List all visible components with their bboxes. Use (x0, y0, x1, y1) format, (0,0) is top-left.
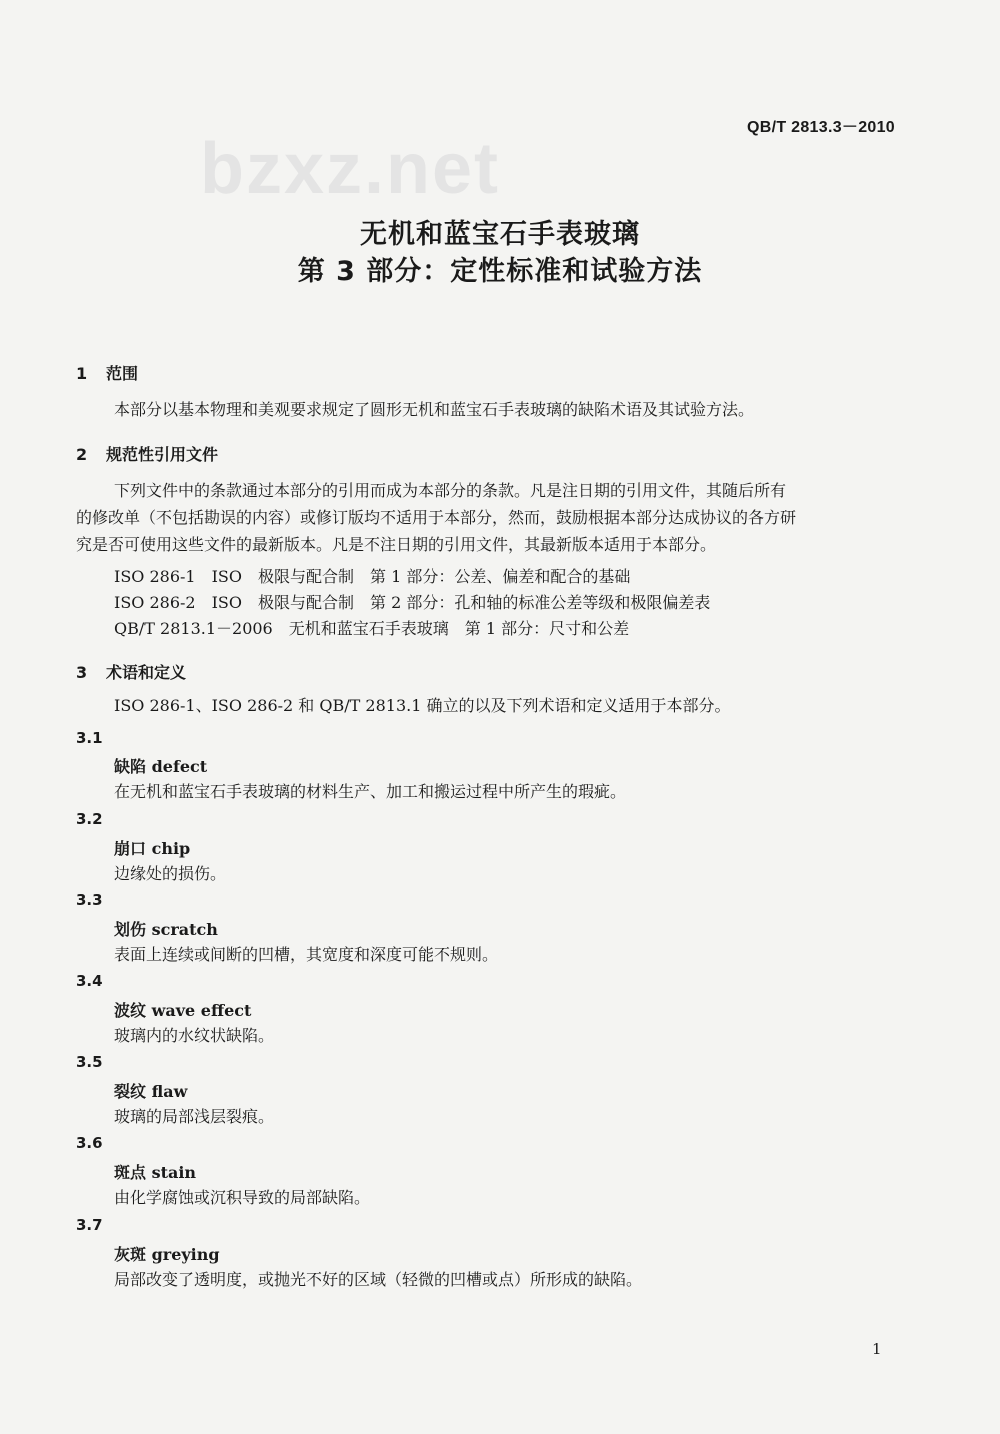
term-number: 3.2 (76, 810, 103, 828)
term-name: 崩口 chip (114, 839, 191, 858)
term-number: 3.5 (76, 1053, 103, 1071)
watermark: bzxz.net (200, 129, 501, 209)
section-number: 3 (76, 663, 88, 682)
term-definition: 在无机和蓝宝石手表玻璃的材料生产、加工和搬运过程中所产生的瑕疵。 (114, 782, 627, 801)
section-title: 范围 (106, 364, 139, 383)
term-definition: 玻璃的局部浅层裂痕。 (114, 1107, 275, 1126)
section-2-line-3: 究是否可使用这些文件的最新版本。凡是不注日期的引用文件，其最新版本适用于本部分。 (76, 535, 717, 554)
page-number: 1 (872, 1340, 882, 1358)
reference-item: QB/T 2813.1－2006 无机和蓝宝石手表玻璃 第 1 部分：尺寸和公差 (114, 619, 630, 638)
term-name: 斑点 stain (114, 1163, 197, 1182)
reference-item: ISO 286-2 ISO 极限与配合制 第 2 部分：孔和轴的标准公差等级和极限偏差表 (114, 593, 711, 612)
standard-code: QB/T 2813.3－2010 (747, 119, 895, 136)
section-title: 术语和定义 (106, 663, 187, 682)
term-name: 灰斑 greying (114, 1245, 220, 1264)
section-1-body: 本部分以基本物理和美观要求规定了圆形无机和蓝宝石手表玻璃的缺陷术语及其试验方法。 (114, 400, 755, 419)
reference-item: ISO 286-1 ISO 极限与配合制 第 1 部分：公差、偏差和配合的基础 (114, 567, 631, 586)
term-number: 3.4 (76, 972, 103, 990)
section-3-intro: ISO 286-1、ISO 286-2 和 QB/T 2813.1 确立的以及下列术语和定义适用于本部分。 (114, 696, 731, 715)
section-number: 1 (76, 364, 88, 383)
term-name: 波纹 wave effect (114, 1001, 252, 1020)
term-definition: 表面上连续或间断的凹槽，其宽度和深度可能不规则。 (114, 945, 499, 964)
title-line-2: 第 3 部分：定性标准和试验方法 (297, 256, 703, 287)
section-2-heading (76, 442, 218, 465)
term-name: 缺陷 defect (114, 757, 208, 776)
term-number: 3.7 (76, 1216, 103, 1234)
term-number: 3.1 (76, 729, 103, 747)
term-number: 3.3 (76, 891, 103, 909)
term-definition: 局部改变了透明度，或抛光不好的区域（轻微的凹槽或点）所形成的缺陷。 (114, 1270, 643, 1289)
section-1-heading (76, 361, 138, 384)
title-line-1: 无机和蓝宝石手表玻璃 (360, 219, 640, 250)
section-2-line-2: 的修改单（不包括勘误的内容）或修订版均不适用于本部分，然而，鼓励根据本部分达成协议的各方研 (76, 508, 797, 527)
section-3-heading (76, 660, 186, 683)
term-number: 3.6 (76, 1134, 103, 1152)
term-definition: 由化学腐蚀或沉积导致的局部缺陷。 (114, 1188, 371, 1207)
term-definition: 边缘处的损伤。 (114, 864, 227, 883)
term-name: 划伤 scratch (114, 920, 218, 939)
section-2-line-1: 下列文件中的条款通过本部分的引用而成为本部分的条款。凡是注日期的引用文件，其随后所有 (114, 481, 787, 500)
section-number: 2 (76, 445, 88, 464)
term-name: 裂纹 flaw (114, 1082, 188, 1101)
term-definition: 玻璃内的水纹状缺陷。 (114, 1026, 275, 1045)
section-title: 规范性引用文件 (106, 445, 219, 464)
